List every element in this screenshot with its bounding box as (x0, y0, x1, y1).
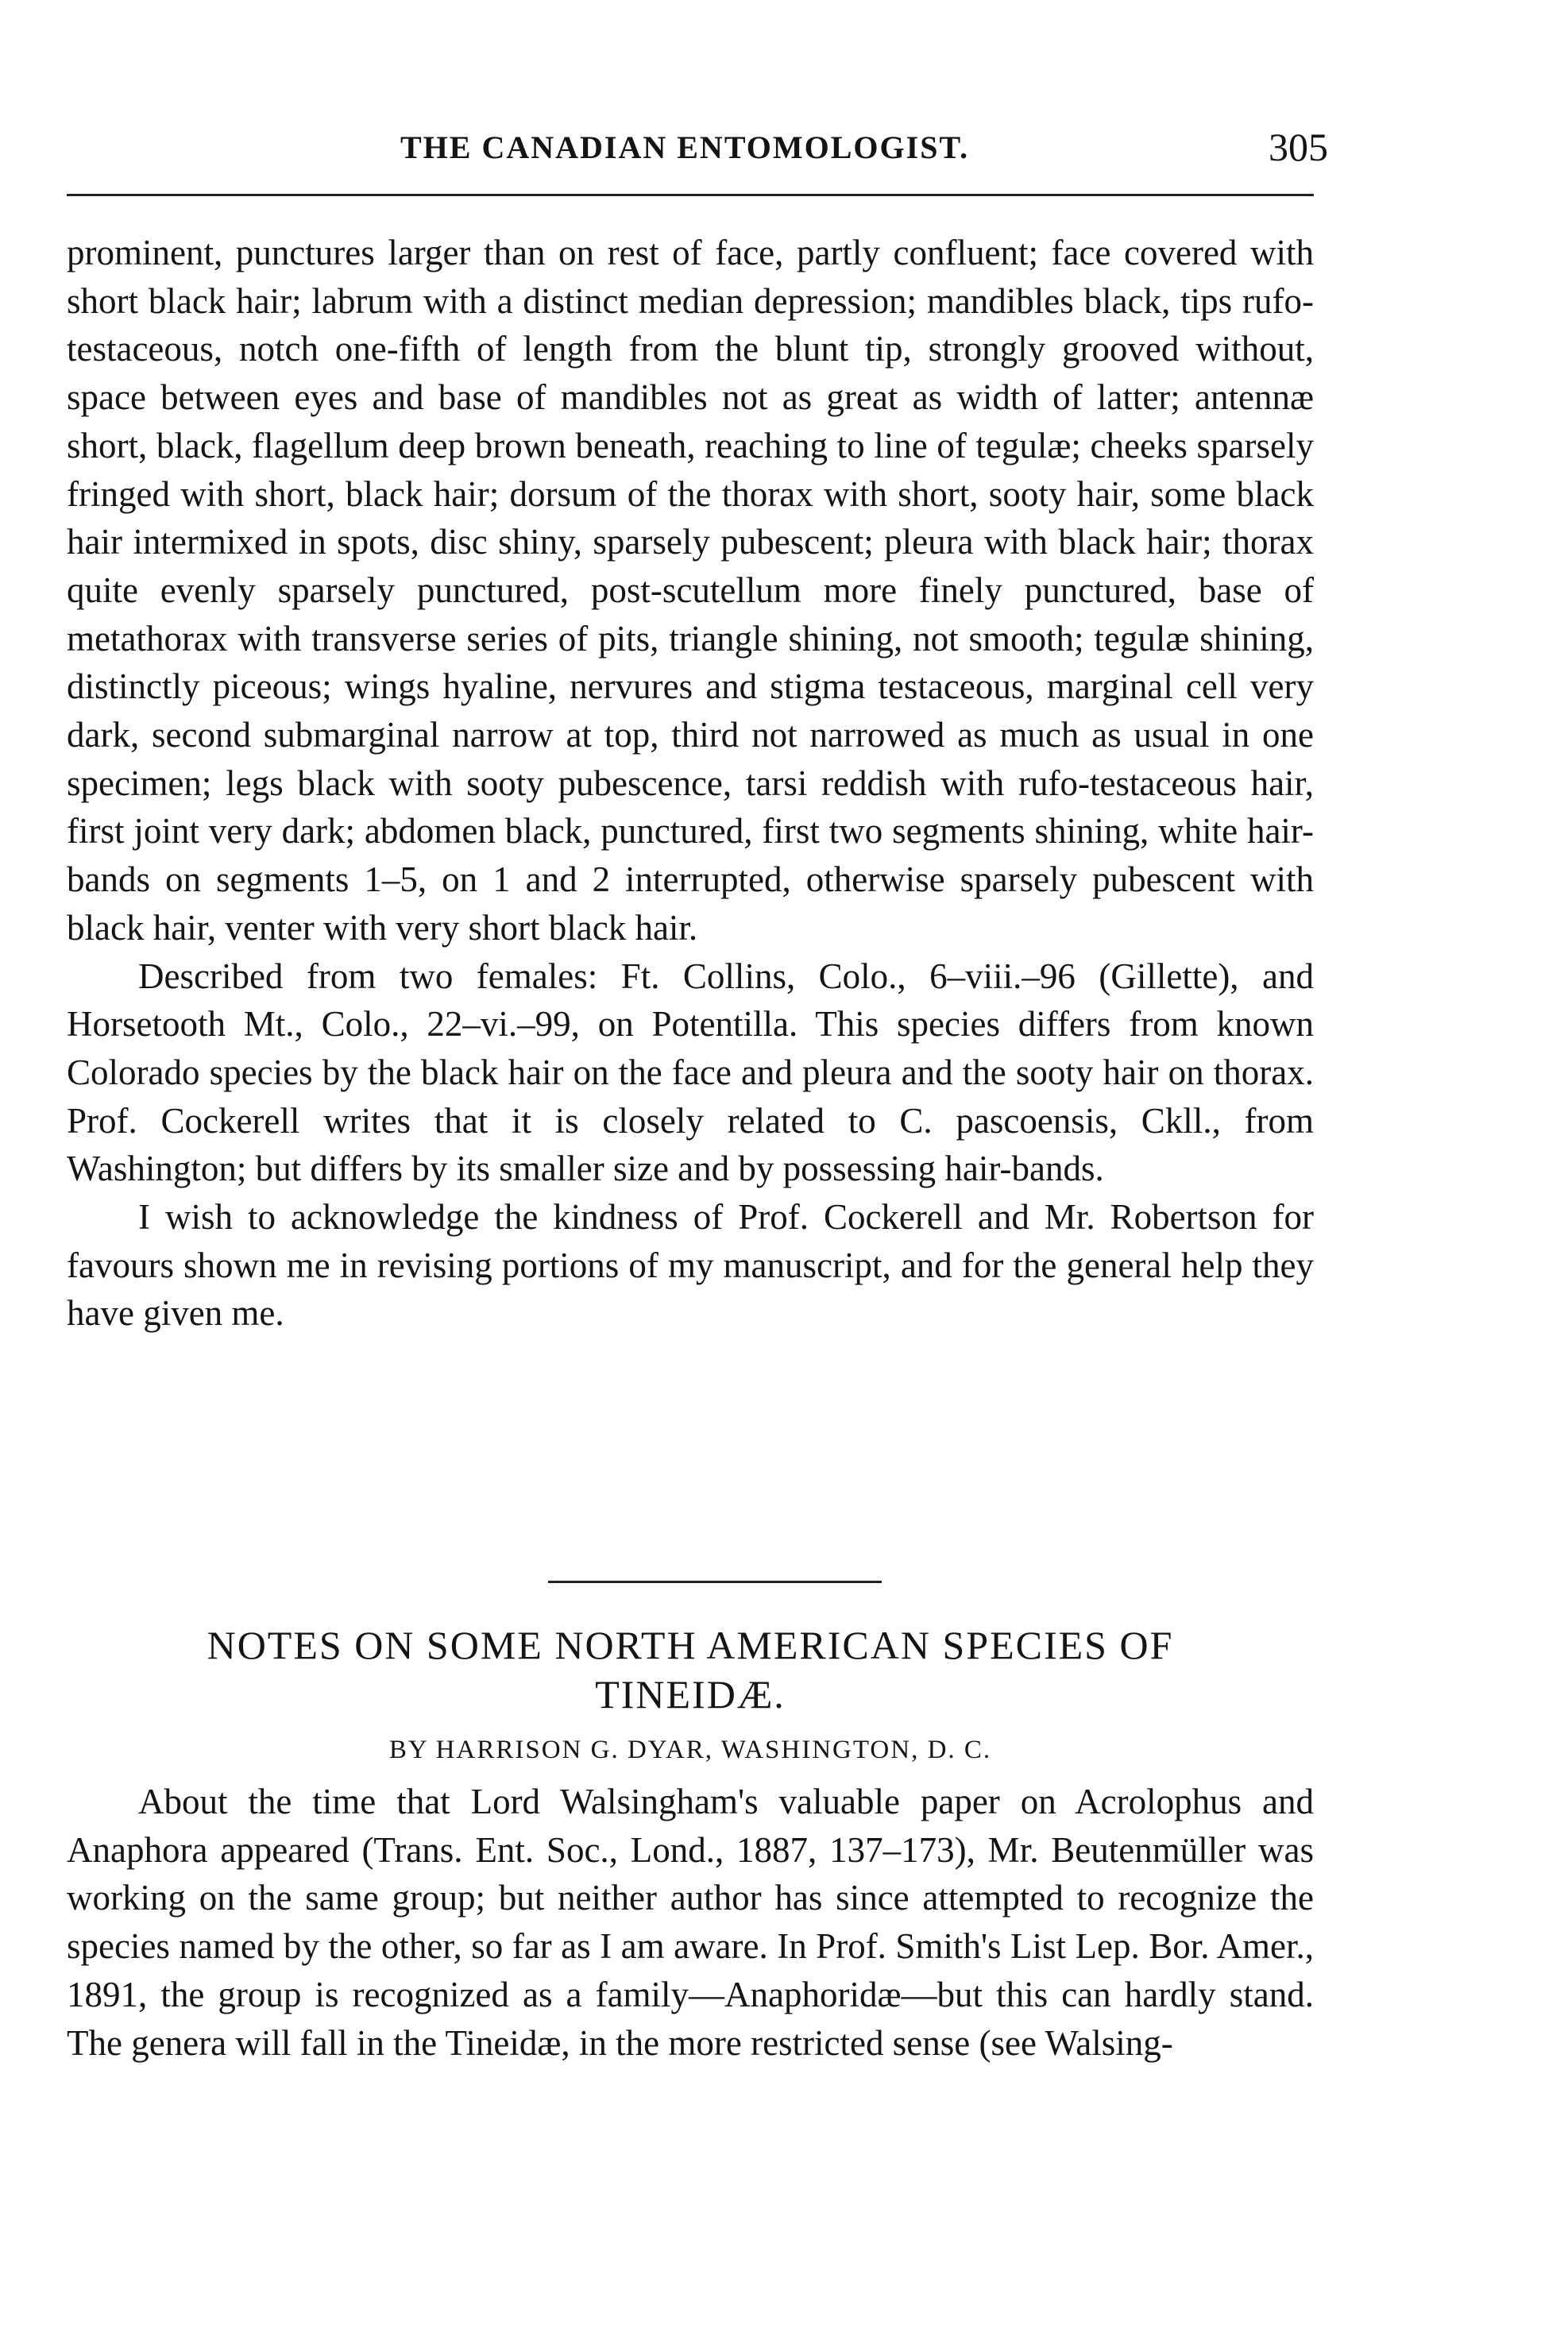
article-paragraph-1: About the time that Lord Walsingham's valuable paper on Acrolophus and Anaphora appeared (Trans. Ent. Soc., Lond., 1887, 137–173), Mr. Beutenmüller was working on the same group; but neither author has since attempted to recognize the species named by the other, so far as I am aware. In Prof. Smith's List Lep. Bor. Amer., 1891, the group is recognized as a family—Anaphoridæ—but this can hardly stand. The genera will fall in the Tineidæ, in the more restricted sense (see Walsing- (67, 1782, 1314, 2063)
paragraph-acknowledgement: I wish to acknowledge the kindness of Prof. Cockerell and Mr. Robertson for favours shown me in revising portions of my manuscript, and for the general help they have given me. (67, 1197, 1314, 1334)
previous-article-text (67, 229, 1314, 1338)
section-separator-rule (548, 1581, 882, 1583)
article-byline: BY HARRISON G. DYAR, WASHINGTON, D. C. (388, 1736, 992, 1764)
running-head: THE CANADIAN ENTOMOLOGIST. (400, 129, 970, 165)
paragraph-description: prominent, punctures larger than on rest of face, partly confluent; face covered with short black hair; labrum with a distinct median depression; mandibles black, tips rufo-testaceous, notch one-fifth of length from the blunt tip, strongly grooved without, space between eyes and base of mandibles not as great as width of latter; antennæ short, black, flagellum deep brown beneath, reaching to line of tegulæ; cheeks sparsely fringed with short, black hair; dorsum of the thorax with short, sooty hair, some black hair intermixed in spots, disc shiny, sparsely pubescent; pleura with black hair; thorax quite evenly sparsely punctured, post-scutellum more finely punctured, base of metathorax with transverse series of pits, triangle shining, not smooth; tegulæ shining, distinctly piceous; wings hyaline, nervures and stigma testaceous, marginal cell very dark, second submarginal narrow at top, third not narrowed as much as usual in one specimen; legs black with sooty pubescence, tarsi reddish with rufo-testaceous hair, first joint very dark; abdomen black, punctured, first two segments shining, white hair-bands on segments 1–5, on 1 and 2 interrupted, otherwise sparsely pubescent with black hair, venter with very short black hair. (67, 233, 1314, 948)
article-title-line-1: NOTES ON SOME NORTH AMERICAN SPECIES OF (207, 1623, 1174, 1667)
article-body (67, 1778, 1314, 2067)
article-title (67, 1620, 1314, 1719)
article-title-line-2: TINEIDÆ. (595, 1672, 786, 1717)
page-number: 305 (1269, 125, 1328, 169)
paragraph-material: Described from two females: Ft. Collins, Colo., 6–viii.–96 (Gillette), and Horsetooth Mt., Colo., 22–vi.–99, on Potentilla. This species differs from known Colorado species by the black hair on the face and pleura and the sooty hair on thorax. Prof. Cockerell writes that it is closely related to C. pascoensis, Ckll., from Washington; but differs by its smaller size and by possessing hair-bands. (67, 956, 1314, 1189)
page-header (67, 125, 1328, 176)
header-rule (67, 194, 1314, 196)
